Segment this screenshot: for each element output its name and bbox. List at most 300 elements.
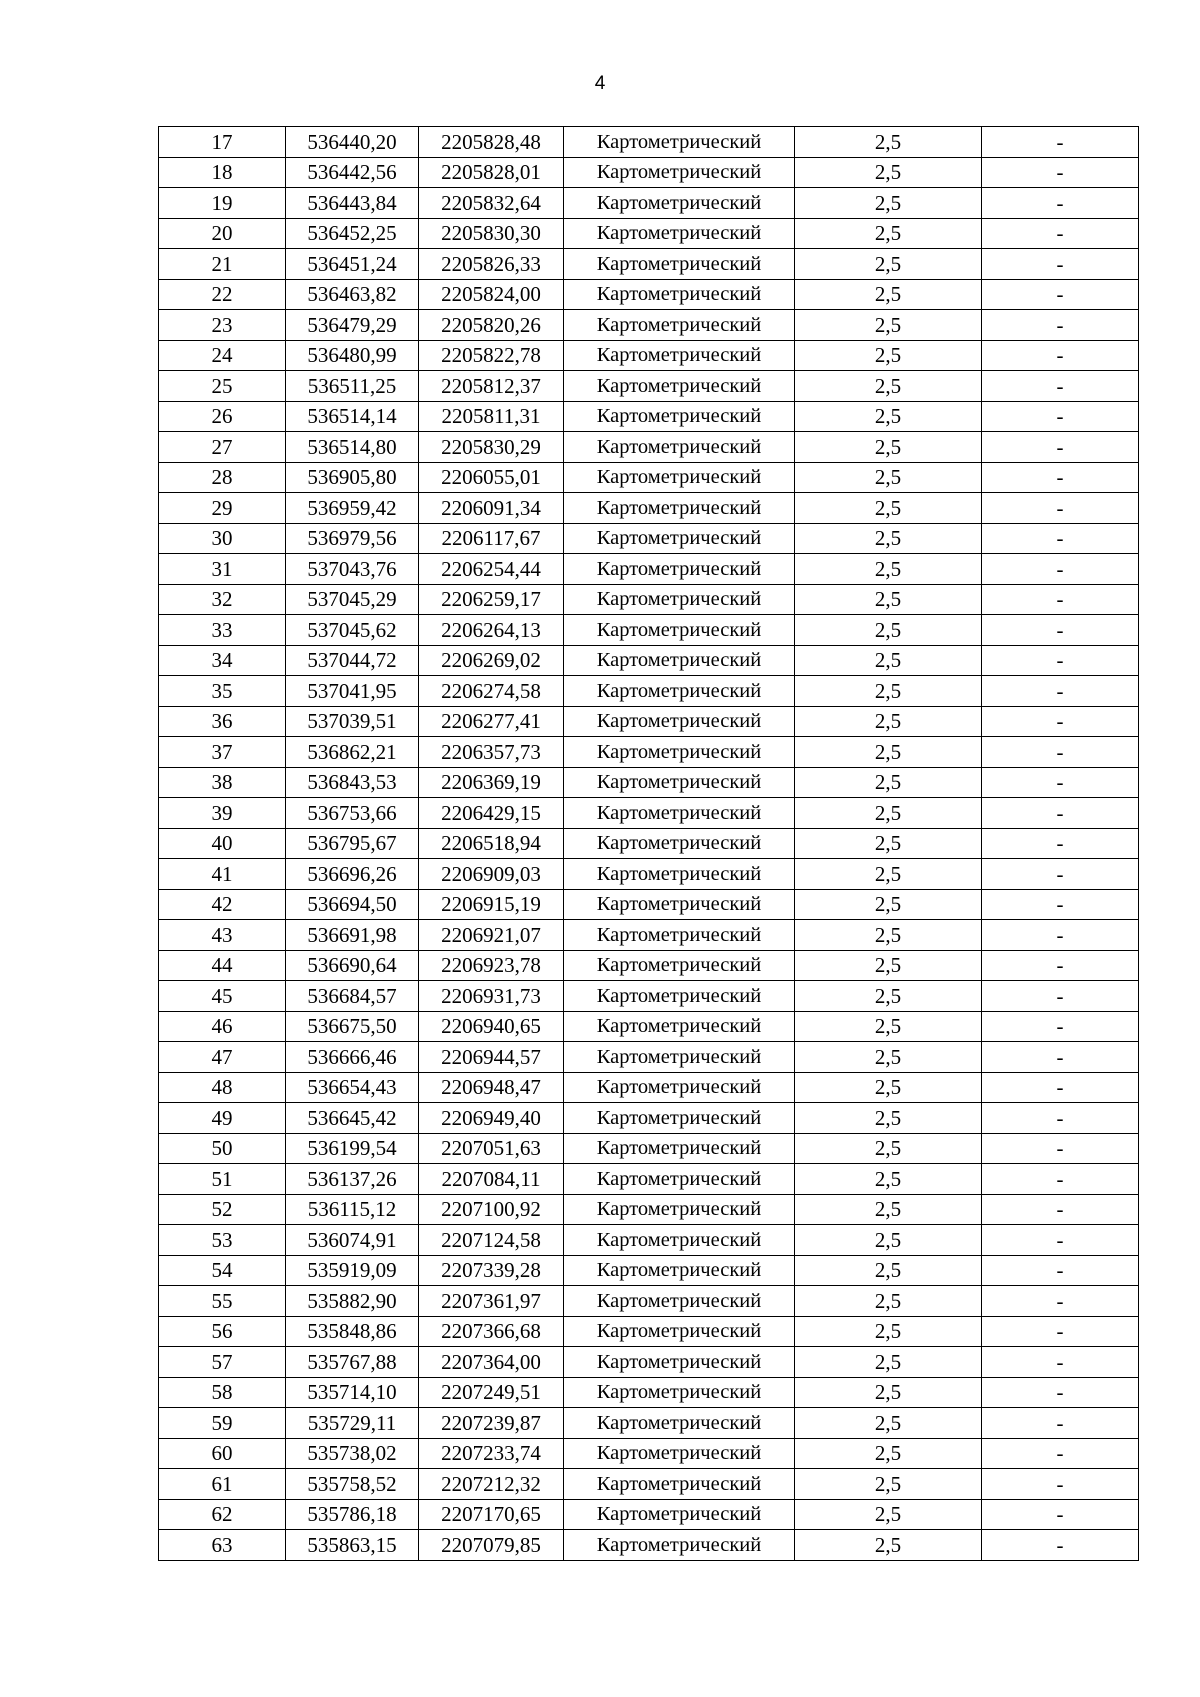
precision-cell: 2,5 <box>795 737 982 768</box>
note-cell: - <box>982 645 1139 676</box>
y-coordinate-cell: 2206264,13 <box>419 615 564 646</box>
x-coordinate-cell: 536451,24 <box>286 249 419 280</box>
page-number: 4 <box>594 73 606 94</box>
note-cell: - <box>982 584 1139 615</box>
method-cell: Картометрический <box>564 676 795 707</box>
note-cell: - <box>982 279 1139 310</box>
y-coordinate-cell: 2207366,68 <box>419 1316 564 1347</box>
table-row <box>159 523 1139 554</box>
table-row <box>159 1316 1139 1347</box>
y-coordinate-cell: 2206369,19 <box>419 767 564 798</box>
method-cell: Картометрический <box>564 1499 795 1530</box>
table-row <box>159 188 1139 219</box>
table-row <box>159 950 1139 981</box>
x-coordinate-cell: 535882,90 <box>286 1286 419 1317</box>
x-coordinate-cell: 535758,52 <box>286 1469 419 1500</box>
y-coordinate-cell: 2207249,51 <box>419 1377 564 1408</box>
y-coordinate-cell: 2205812,37 <box>419 371 564 402</box>
x-coordinate-cell: 536666,46 <box>286 1042 419 1073</box>
note-cell: - <box>982 157 1139 188</box>
x-coordinate-cell: 535738,02 <box>286 1438 419 1469</box>
table-row <box>159 493 1139 524</box>
method-cell: Картометрический <box>564 218 795 249</box>
x-coordinate-cell: 537045,62 <box>286 615 419 646</box>
x-coordinate-cell: 535729,11 <box>286 1408 419 1439</box>
note-cell: - <box>982 1499 1139 1530</box>
method-cell: Картометрический <box>564 950 795 981</box>
y-coordinate-cell: 2206269,02 <box>419 645 564 676</box>
table-row <box>159 1194 1139 1225</box>
x-coordinate-cell: 536443,84 <box>286 188 419 219</box>
point-number-cell: 43 <box>159 920 286 951</box>
y-coordinate-cell: 2205832,64 <box>419 188 564 219</box>
precision-cell: 2,5 <box>795 1164 982 1195</box>
note-cell: - <box>982 1103 1139 1134</box>
x-coordinate-cell: 536696,26 <box>286 859 419 890</box>
precision-cell: 2,5 <box>795 1255 982 1286</box>
note-cell: - <box>982 1255 1139 1286</box>
precision-cell: 2,5 <box>795 127 982 158</box>
y-coordinate-cell: 2207170,65 <box>419 1499 564 1530</box>
precision-cell: 2,5 <box>795 340 982 371</box>
precision-cell: 2,5 <box>795 1103 982 1134</box>
point-number-cell: 18 <box>159 157 286 188</box>
y-coordinate-cell: 2207124,58 <box>419 1225 564 1256</box>
method-cell: Картометрический <box>564 157 795 188</box>
note-cell: - <box>982 798 1139 829</box>
precision-cell: 2,5 <box>795 645 982 676</box>
table-row <box>159 1286 1139 1317</box>
method-cell: Картометрический <box>564 432 795 463</box>
y-coordinate-cell: 2206909,03 <box>419 859 564 890</box>
note-cell: - <box>982 554 1139 585</box>
y-coordinate-cell: 2206055,01 <box>419 462 564 493</box>
y-coordinate-cell: 2206948,47 <box>419 1072 564 1103</box>
note-cell: - <box>982 1530 1139 1561</box>
y-coordinate-cell: 2205824,00 <box>419 279 564 310</box>
x-coordinate-cell: 536675,50 <box>286 1011 419 1042</box>
y-coordinate-cell: 2206274,58 <box>419 676 564 707</box>
precision-cell: 2,5 <box>795 1408 982 1439</box>
precision-cell: 2,5 <box>795 1530 982 1561</box>
note-cell: - <box>982 1377 1139 1408</box>
precision-cell: 2,5 <box>795 859 982 890</box>
y-coordinate-cell: 2205828,01 <box>419 157 564 188</box>
table-row <box>159 1103 1139 1134</box>
note-cell: - <box>982 218 1139 249</box>
x-coordinate-cell: 536959,42 <box>286 493 419 524</box>
precision-cell: 2,5 <box>795 706 982 737</box>
point-number-cell: 25 <box>159 371 286 402</box>
note-cell: - <box>982 1042 1139 1073</box>
method-cell: Картометрический <box>564 1316 795 1347</box>
y-coordinate-cell: 2205830,29 <box>419 432 564 463</box>
table-row <box>159 859 1139 890</box>
table-row <box>159 1377 1139 1408</box>
precision-cell: 2,5 <box>795 1469 982 1500</box>
precision-cell: 2,5 <box>795 1133 982 1164</box>
note-cell: - <box>982 401 1139 432</box>
table-row <box>159 828 1139 859</box>
point-number-cell: 28 <box>159 462 286 493</box>
point-number-cell: 36 <box>159 706 286 737</box>
y-coordinate-cell: 2207051,63 <box>419 1133 564 1164</box>
note-cell: - <box>982 432 1139 463</box>
note-cell: - <box>982 310 1139 341</box>
table-row <box>159 676 1139 707</box>
point-number-cell: 45 <box>159 981 286 1012</box>
note-cell: - <box>982 767 1139 798</box>
y-coordinate-cell: 2207100,92 <box>419 1194 564 1225</box>
point-number-cell: 48 <box>159 1072 286 1103</box>
point-number-cell: 38 <box>159 767 286 798</box>
x-coordinate-cell: 535786,18 <box>286 1499 419 1530</box>
x-coordinate-cell: 536442,56 <box>286 157 419 188</box>
y-coordinate-cell: 2206259,17 <box>419 584 564 615</box>
precision-cell: 2,5 <box>795 798 982 829</box>
precision-cell: 2,5 <box>795 1347 982 1378</box>
precision-cell: 2,5 <box>795 615 982 646</box>
note-cell: - <box>982 737 1139 768</box>
table-row <box>159 615 1139 646</box>
table-row <box>159 584 1139 615</box>
precision-cell: 2,5 <box>795 1072 982 1103</box>
point-number-cell: 44 <box>159 950 286 981</box>
table-row <box>159 279 1139 310</box>
y-coordinate-cell: 2207361,97 <box>419 1286 564 1317</box>
method-cell: Картометрический <box>564 523 795 554</box>
precision-cell: 2,5 <box>795 981 982 1012</box>
table-row <box>159 554 1139 585</box>
note-cell: - <box>982 1194 1139 1225</box>
note-cell: - <box>982 615 1139 646</box>
x-coordinate-cell: 537041,95 <box>286 676 419 707</box>
table-row <box>159 1438 1139 1469</box>
x-coordinate-cell: 536862,21 <box>286 737 419 768</box>
x-coordinate-cell: 536905,80 <box>286 462 419 493</box>
point-number-cell: 20 <box>159 218 286 249</box>
precision-cell: 2,5 <box>795 889 982 920</box>
y-coordinate-cell: 2207364,00 <box>419 1347 564 1378</box>
x-coordinate-cell: 536753,66 <box>286 798 419 829</box>
point-number-cell: 23 <box>159 310 286 341</box>
method-cell: Картометрический <box>564 828 795 859</box>
method-cell: Картометрический <box>564 1347 795 1378</box>
y-coordinate-cell: 2206949,40 <box>419 1103 564 1134</box>
method-cell: Картометрический <box>564 554 795 585</box>
note-cell: - <box>982 1408 1139 1439</box>
method-cell: Картометрический <box>564 310 795 341</box>
point-number-cell: 34 <box>159 645 286 676</box>
point-number-cell: 19 <box>159 188 286 219</box>
point-number-cell: 54 <box>159 1255 286 1286</box>
note-cell: - <box>982 1438 1139 1469</box>
precision-cell: 2,5 <box>795 523 982 554</box>
method-cell: Картометрический <box>564 1469 795 1500</box>
method-cell: Картометрический <box>564 462 795 493</box>
table-row <box>159 1469 1139 1500</box>
table-row <box>159 432 1139 463</box>
x-coordinate-cell: 537045,29 <box>286 584 419 615</box>
point-number-cell: 42 <box>159 889 286 920</box>
precision-cell: 2,5 <box>795 401 982 432</box>
precision-cell: 2,5 <box>795 1438 982 1469</box>
point-number-cell: 32 <box>159 584 286 615</box>
method-cell: Картометрический <box>564 1255 795 1286</box>
precision-cell: 2,5 <box>795 584 982 615</box>
y-coordinate-cell: 2206277,41 <box>419 706 564 737</box>
y-coordinate-cell: 2207233,74 <box>419 1438 564 1469</box>
table-row <box>159 1530 1139 1561</box>
precision-cell: 2,5 <box>795 371 982 402</box>
method-cell: Картометрический <box>564 249 795 280</box>
method-cell: Картометрический <box>564 1408 795 1439</box>
table-row <box>159 1225 1139 1256</box>
note-cell: - <box>982 920 1139 951</box>
table-row <box>159 340 1139 371</box>
x-coordinate-cell: 536463,82 <box>286 279 419 310</box>
y-coordinate-cell: 2206429,15 <box>419 798 564 829</box>
point-number-cell: 63 <box>159 1530 286 1561</box>
method-cell: Картометрический <box>564 798 795 829</box>
method-cell: Картометрический <box>564 1011 795 1042</box>
x-coordinate-cell: 537044,72 <box>286 645 419 676</box>
method-cell: Картометрический <box>564 1103 795 1134</box>
y-coordinate-cell: 2206518,94 <box>419 828 564 859</box>
note-cell: - <box>982 188 1139 219</box>
precision-cell: 2,5 <box>795 1042 982 1073</box>
y-coordinate-cell: 2205828,48 <box>419 127 564 158</box>
point-number-cell: 62 <box>159 1499 286 1530</box>
x-coordinate-cell: 536690,64 <box>286 950 419 981</box>
point-number-cell: 35 <box>159 676 286 707</box>
method-cell: Картометрический <box>564 706 795 737</box>
point-number-cell: 57 <box>159 1347 286 1378</box>
method-cell: Картометрический <box>564 889 795 920</box>
note-cell: - <box>982 1164 1139 1195</box>
method-cell: Картометрический <box>564 188 795 219</box>
x-coordinate-cell: 536137,26 <box>286 1164 419 1195</box>
x-coordinate-cell: 536843,53 <box>286 767 419 798</box>
table-row <box>159 1347 1139 1378</box>
table-row <box>159 401 1139 432</box>
note-cell: - <box>982 127 1139 158</box>
precision-cell: 2,5 <box>795 950 982 981</box>
point-number-cell: 41 <box>159 859 286 890</box>
table-row <box>159 889 1139 920</box>
precision-cell: 2,5 <box>795 1194 982 1225</box>
table-row <box>159 371 1139 402</box>
point-number-cell: 40 <box>159 828 286 859</box>
precision-cell: 2,5 <box>795 462 982 493</box>
x-coordinate-cell: 535767,88 <box>286 1347 419 1378</box>
point-number-cell: 59 <box>159 1408 286 1439</box>
table-row <box>159 1133 1139 1164</box>
y-coordinate-cell: 2207239,87 <box>419 1408 564 1439</box>
x-coordinate-cell: 536684,57 <box>286 981 419 1012</box>
table-row <box>159 645 1139 676</box>
note-cell: - <box>982 981 1139 1012</box>
y-coordinate-cell: 2206117,67 <box>419 523 564 554</box>
note-cell: - <box>982 1286 1139 1317</box>
method-cell: Картометрический <box>564 127 795 158</box>
y-coordinate-cell: 2205822,78 <box>419 340 564 371</box>
note-cell: - <box>982 1072 1139 1103</box>
precision-cell: 2,5 <box>795 279 982 310</box>
y-coordinate-cell: 2205830,30 <box>419 218 564 249</box>
table-row <box>159 127 1139 158</box>
note-cell: - <box>982 462 1139 493</box>
x-coordinate-cell: 536511,25 <box>286 371 419 402</box>
note-cell: - <box>982 371 1139 402</box>
method-cell: Картометрический <box>564 584 795 615</box>
method-cell: Картометрический <box>564 920 795 951</box>
point-number-cell: 49 <box>159 1103 286 1134</box>
method-cell: Картометрический <box>564 1133 795 1164</box>
x-coordinate-cell: 535848,86 <box>286 1316 419 1347</box>
x-coordinate-cell: 536514,80 <box>286 432 419 463</box>
x-coordinate-cell: 536440,20 <box>286 127 419 158</box>
precision-cell: 2,5 <box>795 1225 982 1256</box>
point-number-cell: 56 <box>159 1316 286 1347</box>
x-coordinate-cell: 536691,98 <box>286 920 419 951</box>
point-number-cell: 24 <box>159 340 286 371</box>
table-row <box>159 1011 1139 1042</box>
precision-cell: 2,5 <box>795 767 982 798</box>
table-row <box>159 218 1139 249</box>
method-cell: Картометрический <box>564 1286 795 1317</box>
coordinates-table <box>158 126 1139 1561</box>
point-number-cell: 53 <box>159 1225 286 1256</box>
point-number-cell: 21 <box>159 249 286 280</box>
y-coordinate-cell: 2206091,34 <box>419 493 564 524</box>
table-row <box>159 706 1139 737</box>
point-number-cell: 22 <box>159 279 286 310</box>
method-cell: Картометрический <box>564 1438 795 1469</box>
x-coordinate-cell: 536514,14 <box>286 401 419 432</box>
y-coordinate-cell: 2205820,26 <box>419 310 564 341</box>
precision-cell: 2,5 <box>795 249 982 280</box>
method-cell: Картометрический <box>564 401 795 432</box>
method-cell: Картометрический <box>564 645 795 676</box>
point-number-cell: 51 <box>159 1164 286 1195</box>
x-coordinate-cell: 535863,15 <box>286 1530 419 1561</box>
precision-cell: 2,5 <box>795 432 982 463</box>
point-number-cell: 50 <box>159 1133 286 1164</box>
method-cell: Картометрический <box>564 615 795 646</box>
y-coordinate-cell: 2206254,44 <box>419 554 564 585</box>
y-coordinate-cell: 2206921,07 <box>419 920 564 951</box>
x-coordinate-cell: 537043,76 <box>286 554 419 585</box>
y-coordinate-cell: 2207212,32 <box>419 1469 564 1500</box>
method-cell: Картометрический <box>564 1164 795 1195</box>
method-cell: Картометрический <box>564 767 795 798</box>
y-coordinate-cell: 2207079,85 <box>419 1530 564 1561</box>
note-cell: - <box>982 340 1139 371</box>
x-coordinate-cell: 536115,12 <box>286 1194 419 1225</box>
note-cell: - <box>982 1133 1139 1164</box>
x-coordinate-cell: 536480,99 <box>286 340 419 371</box>
method-cell: Картометрический <box>564 1225 795 1256</box>
precision-cell: 2,5 <box>795 676 982 707</box>
y-coordinate-cell: 2206357,73 <box>419 737 564 768</box>
x-coordinate-cell: 535714,10 <box>286 1377 419 1408</box>
note-cell: - <box>982 1225 1139 1256</box>
y-coordinate-cell: 2206931,73 <box>419 981 564 1012</box>
table-row <box>159 1408 1139 1439</box>
note-cell: - <box>982 1469 1139 1500</box>
point-number-cell: 30 <box>159 523 286 554</box>
x-coordinate-cell: 536479,29 <box>286 310 419 341</box>
method-cell: Картометрический <box>564 279 795 310</box>
note-cell: - <box>982 523 1139 554</box>
table-row <box>159 1072 1139 1103</box>
x-coordinate-cell: 536199,54 <box>286 1133 419 1164</box>
precision-cell: 2,5 <box>795 310 982 341</box>
table-row <box>159 920 1139 951</box>
note-cell: - <box>982 1347 1139 1378</box>
precision-cell: 2,5 <box>795 920 982 951</box>
precision-cell: 2,5 <box>795 1377 982 1408</box>
precision-cell: 2,5 <box>795 1286 982 1317</box>
y-coordinate-cell: 2205826,33 <box>419 249 564 280</box>
y-coordinate-cell: 2206940,65 <box>419 1011 564 1042</box>
method-cell: Картометрический <box>564 1530 795 1561</box>
method-cell: Картометрический <box>564 1072 795 1103</box>
note-cell: - <box>982 889 1139 920</box>
method-cell: Картометрический <box>564 1194 795 1225</box>
note-cell: - <box>982 1316 1139 1347</box>
table-row <box>159 462 1139 493</box>
table-row <box>159 1164 1139 1195</box>
point-number-cell: 29 <box>159 493 286 524</box>
point-number-cell: 58 <box>159 1377 286 1408</box>
y-coordinate-cell: 2206923,78 <box>419 950 564 981</box>
method-cell: Картометрический <box>564 1377 795 1408</box>
table-row <box>159 249 1139 280</box>
x-coordinate-cell: 535919,09 <box>286 1255 419 1286</box>
table-row <box>159 1499 1139 1530</box>
table-row <box>159 767 1139 798</box>
point-number-cell: 47 <box>159 1042 286 1073</box>
precision-cell: 2,5 <box>795 157 982 188</box>
precision-cell: 2,5 <box>795 218 982 249</box>
note-cell: - <box>982 676 1139 707</box>
method-cell: Картометрический <box>564 859 795 890</box>
precision-cell: 2,5 <box>795 188 982 219</box>
note-cell: - <box>982 828 1139 859</box>
precision-cell: 2,5 <box>795 493 982 524</box>
table-row <box>159 798 1139 829</box>
precision-cell: 2,5 <box>795 554 982 585</box>
point-number-cell: 37 <box>159 737 286 768</box>
x-coordinate-cell: 536654,43 <box>286 1072 419 1103</box>
point-number-cell: 61 <box>159 1469 286 1500</box>
note-cell: - <box>982 1011 1139 1042</box>
precision-cell: 2,5 <box>795 828 982 859</box>
y-coordinate-cell: 2207084,11 <box>419 1164 564 1195</box>
point-number-cell: 39 <box>159 798 286 829</box>
x-coordinate-cell: 536645,42 <box>286 1103 419 1134</box>
point-number-cell: 46 <box>159 1011 286 1042</box>
table-row <box>159 1042 1139 1073</box>
point-number-cell: 55 <box>159 1286 286 1317</box>
point-number-cell: 33 <box>159 615 286 646</box>
point-number-cell: 31 <box>159 554 286 585</box>
precision-cell: 2,5 <box>795 1316 982 1347</box>
point-number-cell: 26 <box>159 401 286 432</box>
y-coordinate-cell: 2206944,57 <box>419 1042 564 1073</box>
